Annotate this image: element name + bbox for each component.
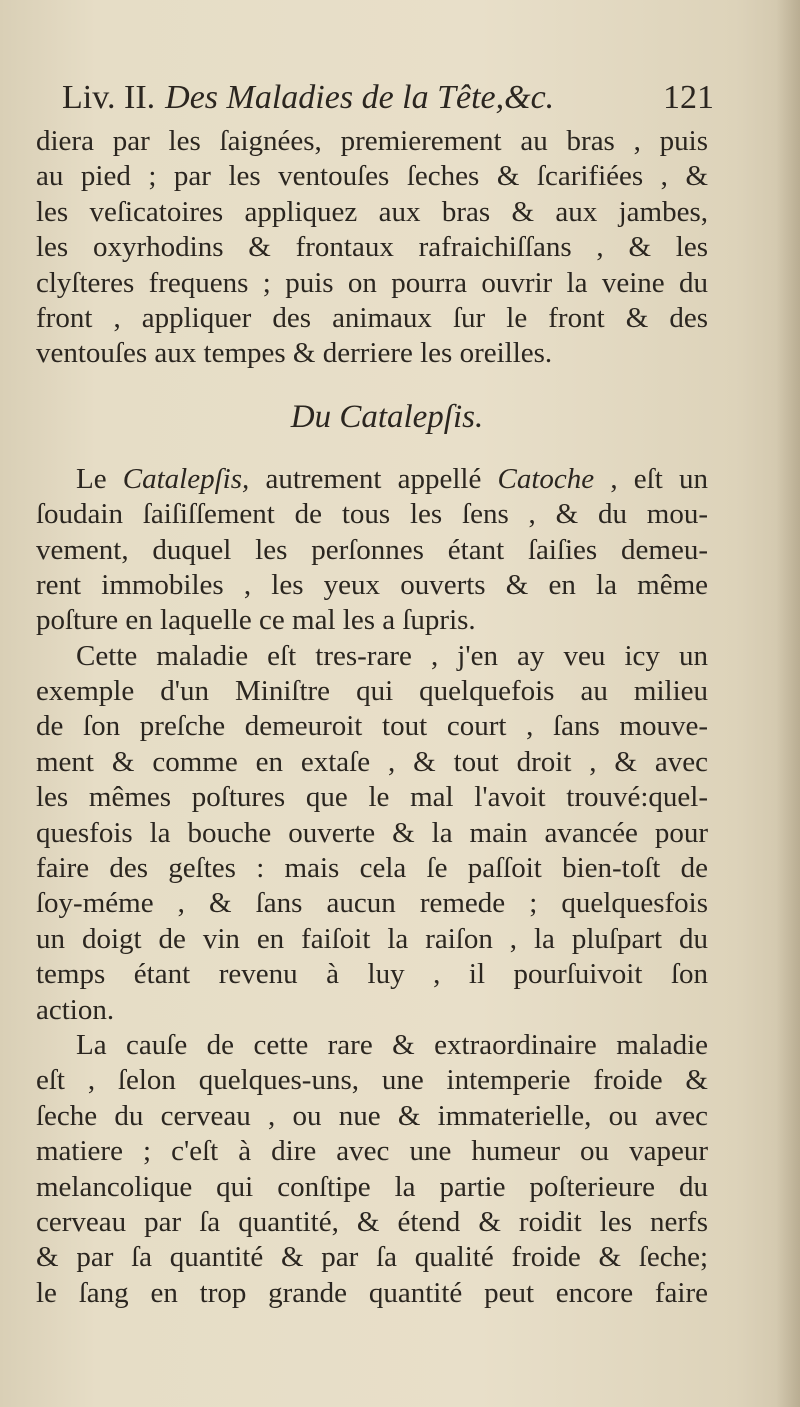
page-number: 121	[663, 79, 714, 116]
text-line: le ſang en trop grande quantité peut encore faire	[36, 1276, 708, 1309]
page-edge-shadow	[776, 0, 800, 1407]
section-heading: Du Catalepſis.	[290, 398, 484, 435]
paragraph-cause	[36, 1028, 708, 1311]
text-line: de ſon preſche demeuroit tout court , ſans mouve-	[36, 710, 708, 743]
text-line: melancolique qui conſtipe la partie poſterieure du	[36, 1170, 708, 1203]
text-line: & par ſa quantité & par ſa qualité froide & ſeche;	[36, 1241, 708, 1274]
text-line: ſeche du cerveau , ou nue & immaterielle, ou avec	[36, 1099, 708, 1132]
text-line: au pied ; par les ventouſes ſeches & ſcarifiées , &	[36, 160, 708, 193]
header-left	[62, 72, 554, 124]
running-title: Des Maladies de la Tête,&c.	[165, 79, 555, 116]
text-line: Cette maladie eſt tres-rare , j'en ay veu icy un	[76, 639, 708, 672]
running-header	[62, 72, 714, 124]
text-line: eſt , ſelon quelques-uns, une intemperie froide &	[36, 1064, 708, 1097]
page-body	[36, 124, 708, 1311]
text-line: action.	[36, 993, 115, 1026]
text-line: ſoudain ſaiſiſſement de tous les ſens , & du mou-	[36, 498, 708, 531]
text-line: diera par les ſaignées, premierement au bras , puis	[36, 125, 708, 157]
text-line: clyſteres frequens ; puis on pourra ouvrir la veine du	[36, 266, 708, 299]
text-line: matiere ; c'eſt à dire avec une humeur ou vapeur	[36, 1135, 708, 1168]
paragraph-continued	[36, 124, 708, 372]
text-line: rent immobiles , les yeux ouverts & en la même	[36, 568, 708, 601]
text-line: les veſicatoires appliquez aux bras & aux jambes,	[36, 195, 708, 228]
text-line: ventouſes aux tempes & derriere les oreilles.	[36, 337, 553, 370]
paragraph-example	[36, 639, 708, 1028]
text-line: exemple d'un Miniſtre qui quelquefois au milieu	[36, 675, 708, 708]
text-line: les oxyrhodins & frontaux rafraichiſſans , & les	[36, 231, 708, 264]
text-line: temps étant revenu à luy , il pourſuivoit ſon	[36, 958, 708, 991]
term-catoche: Catoche	[497, 462, 595, 495]
text-line	[36, 462, 708, 497]
text-line: quesfois la bouche ouverte & la main avancée pour	[36, 816, 708, 849]
text-line: front , appliquer des animaux ſur le front & des	[36, 301, 708, 334]
paragraph-definition	[36, 462, 708, 639]
text-run: Le	[76, 462, 123, 495]
text-line: poſture en laquelle ce mal les a ſupris.	[36, 604, 476, 637]
text-line: faire des geſtes : mais cela ſe paſſoit bien-toſt de	[36, 852, 708, 885]
text-run: autrement appellé	[249, 462, 498, 495]
text-line: vement, duquel les perſonnes étant ſaiſies demeu-	[36, 533, 708, 566]
text-line: les mêmes poſtures que le mal l'avoit trouvé:quel-	[36, 781, 708, 814]
text-line: ment & comme en extaſe , & tout droit , & avec	[36, 745, 708, 778]
text-line: La cauſe de cette rare & extraordinaire maladie	[76, 1028, 708, 1061]
text-run: , eſt un	[594, 462, 708, 495]
book-number: Liv. II.	[62, 79, 156, 116]
text-line: ſoy-méme , & ſans aucun remede ; quelquesfois	[36, 887, 708, 920]
term-catalepsis: Catalepſis,	[122, 462, 250, 495]
text-line: un doigt de vin en faiſoit la raiſon , la pluſpart du	[36, 922, 708, 955]
text-line: cerveau par ſa quantité, & étend & roidit les nerfs	[36, 1205, 708, 1238]
